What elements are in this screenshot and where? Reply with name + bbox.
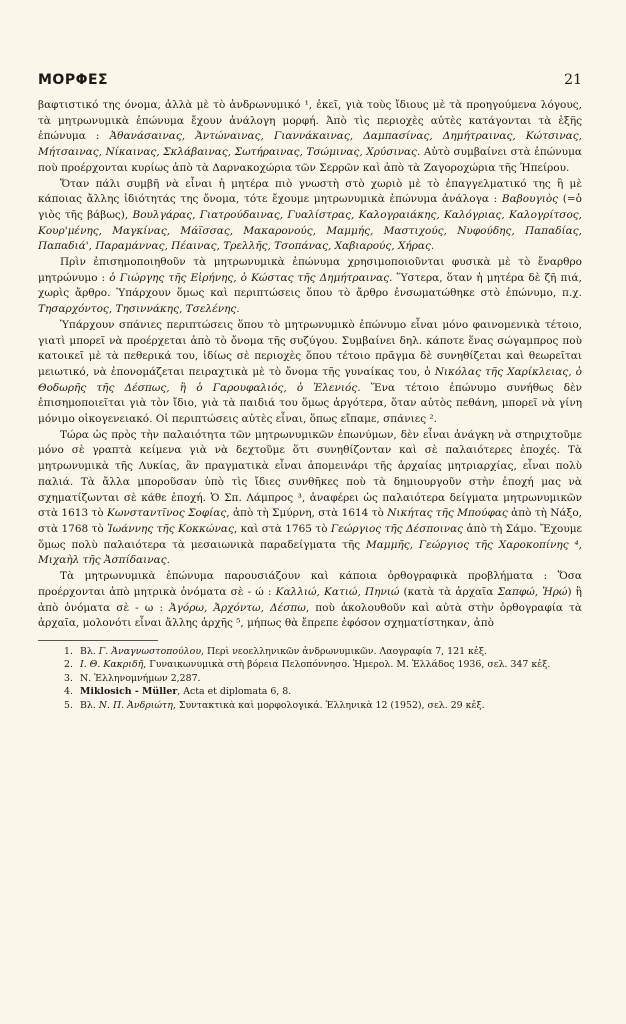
footnote-text: , Περὶ νεοελληνικῶν ἀνδρωνυμικῶν. Λαογραφία 7, 121 κἑξ. (201, 645, 488, 657)
footnote-text: Γ. Ἀναγνωστοπούλου (98, 645, 202, 657)
text-run: Ὑπάρχουν σπάνιες περιπτώσεις ὅπου τὸ μητρωνυμικὸ ἐπώνυμο εἶναι μόνο φαινομενικὰ τέτοιο, γιατὶ μπορεῖ νὰ προέρχεται ἀπὸ τὸ ὄνομα τῆς συζύγου. Συμβαίνει δηλ. κάποτε ἕνας σώγαμπρος ποὺ κατοικεῖ μὲ τὰ πεθερικά του, ἰδίως σὲ περιοχὲς ὅπου τέτοιο πρᾶγμα δὲ συνηθίζεται καὶ θεωρεῖται μειωτικό, νὰ ἐπονομάζεται πειραχτικὰ μὲ τὸ ὄνομα τῆς γυναίκας του, ὁ (38, 318, 582, 378)
text-run: Ὅταν πάλι συμβῆ νὰ εἶναι ἡ μητέρα πιὸ γνωστὴ στὸ χωριὸ μὲ τὸ ἐπαγγελματικό της ἢ μὲ κάποιας ἄλλης ἰδιότητάς της ὄνομα, τότε ἔχουμε μητρωνυμικὰ ἐπώνυμα ἀνάλογα : (38, 177, 582, 206)
footnotes (38, 645, 582, 712)
footnote (38, 645, 582, 658)
text-run: ἀπὸ τὴ Νάξο, στὰ 1768 τὸ (38, 507, 582, 535)
paragraph (38, 255, 582, 318)
text-run: . Αὐτὸ συμβαίνει στὰ ἐπώνυμα ποὺ προέρχονται κυρίως ἀπὸ τὰ Δαρνακοχώρια τῶν Σερρῶν καὶ ἀπὸ τὰ Ζαγοροχώρια τῆς Ἠπείρου. (38, 146, 582, 174)
emphasized-text: Μαμμῆς, Γεώργιος τῆς Χαροκοπίνης ⁴, Μιχαὴλ τῆς Ἀσπίδαινας (38, 538, 582, 567)
text-run: (κατὰ τὰ ἀρχαῖα (399, 585, 498, 598)
text-run: ) ἢ ἀπὸ ὀνόματα σὲ - ω : (38, 585, 582, 614)
footnote-text: Miklosich - Müller (80, 686, 178, 698)
footnote-text: , Συντακτικὰ καὶ μορφολογικά. Ἑλληνικὰ 12 (1952), σελ. 29 κἑξ. (172, 699, 485, 711)
footnote-text: Βλ. (80, 645, 99, 657)
emphasized-text: Ἀθανάσαινας, Ἀντώναινας, Γιαννάκαινας, Δαμπασίνας, Δημήτραινας, Κώτσινας, Μήτσαινας, Νίκαινας, Σκλάβαινας, Σωτήραινας, Τσώμινας, Χρύσινας (38, 130, 582, 159)
text-run: Τώρα ὡς πρὸς τὴν παλαιότητα τῶν μητρωνυμικῶν ἐπωνύμων, δὲν εἶναι ἀνάγκη νὰ στηριχτοῦμε μόνο σὲ γραπτὰ κείμενα γιὰ νὰ δεχτοῦμε ὅτι συνηθίζονταν καὶ σὲ παλαιότερες ἐποχές. Τὰ μητρωνυμικὰ τῆς Λυκίας, ἂν πραγματικὰ εἶναι ἀπομεινάρι τῆς ἀρχαίας μητριαρχίας, εἶναι πολὺ παλιά. Τὰ ἄλλα μποροῦσαν ὑπὸ τὶς ἴδιες συνθῆκες ποὺ τὰ δημιουργοῦν στὴν ἐποχή μας νὰ σχηματίζωνται σὲ κάθε ἐποχή. Ὁ Σπ. Λάμπρος ³, ἀναφέρει ὡς παλαιότερα δείγματα μητρωνυμικῶν στὰ 1613 τὸ (38, 428, 582, 520)
body-text (38, 98, 582, 632)
text-run: ἀπὸ τὴ Σάμο. Ἔχουμε ὅμως πολὺ παλαιότερα τὰ μεσαιωνικὰ παραδείγματα τῆς (38, 522, 582, 551)
footnote-text: Βλ. (80, 699, 99, 711)
footnote-text: Ι. Θ. Κακριδῆ (80, 659, 144, 671)
emphasized-text: Καλλιώ, Κατιώ, Πηνιώ (275, 585, 400, 598)
text-run: , ποὺ ἀκολουθοῦν καὶ αὐτὰ στὴν ὀρθογραφία τὰ ἀρχαῖα, μολονότι εἶναι ἄλλης ἀρχῆς ⁵, μήπως θὰ ἔπρεπε ἐφόσον σχηματίστηκαν, ἀπὸ (38, 601, 583, 630)
emphasized-text: Νικήτας τῆς Μπούφας (387, 507, 508, 520)
emphasized-text: Γεώργιος τῆς Δέσποινας (330, 522, 464, 535)
emphasized-text: Βαβουγιὸς (501, 193, 559, 206)
paragraph (38, 318, 582, 428)
text-run: Πρὶν ἐπισημοποιηθοῦν τὰ μητρωνυμικὰ ἐπώνυμα χρησιμοποιοῦνται φυσικὰ μὲ τὸ ἔναρθρο μητρώνυμο : (38, 256, 582, 284)
footnote (38, 699, 582, 712)
paragraph (38, 428, 582, 569)
running-header (38, 72, 582, 88)
emphasized-text: ὁ Γιώργης τῆς Εἰρήνης, ὁ Κώστας τῆς Δημήτραινας (109, 271, 390, 284)
text-run: . (166, 554, 170, 567)
footnote-text: , Γυναικωνυμικὰ στὴ βόρεια Πελοπόννησο. Ἡμερολ. Μ. Ἑλλάδος 1936, σελ. 347 κἑξ. (143, 659, 551, 671)
footnote-divider (38, 640, 158, 641)
paragraph (38, 569, 582, 632)
footnote-number: 2. (64, 659, 73, 671)
page-number: 21 (564, 72, 582, 88)
text-run: βαφτιστικό της όνομα, ἀλλὰ μὲ τὸ ἀνδρωνυμικό ¹, ἐκεῖ, γιὰ τοὺς ἴδιους μὲ τὰ προηγούμενα λόγους, τὰ μητρωνυμικὰ ἐπώνυμα ἔχουν ἀνάλογη μορφή. Ἀπὸ τὶς περιοχὲς αὐτὲς κατάγονται τὰ ἑξῆς ἐπώνυμα : (38, 99, 582, 143)
text-run: , ἀπὸ τὴ Σμύρνη, στὰ 1614 τὸ (226, 507, 388, 520)
text-run: . (430, 240, 435, 253)
footnote-number: 4. (64, 686, 73, 698)
emphasized-text: Ἀγόρω, Ἀρχόντω, Δέσπω (169, 601, 306, 614)
emphasized-text: Κωνσταντῖνος Σοφίας (106, 507, 227, 520)
footnote-text: , Acta et diplomata 6, 8. (177, 686, 292, 698)
footnote-number: 5. (64, 699, 73, 711)
footnote (38, 685, 582, 698)
text-run: . (236, 303, 240, 316)
emphasized-text: Σαπφώ, Ἠρώ (497, 585, 568, 598)
emphasized-text: Ἰωάννης τῆς Κοκκώνας (107, 522, 234, 535)
footnote-number: 1. (64, 645, 73, 657)
emphasized-text: Τησαρχόντος, Τησιννάκης, Τσελένης (38, 303, 237, 316)
footnote-text: Ν. Π. Ἀνδριώτη (98, 699, 173, 711)
emphasized-text: Βουλγάρας, Γιατρούδαινας, Γυαλίστρας, Καλογραιάκης, Καλόγριας, Καλογρίτσος, Κουρ'μένης, Μαγκίνας, Μάϊσσας, Μακαρονούς, Μαμμής, Μαστιχούς, Νυφούδης, Παπαδίας, Παπαδιά', Παραμάννας, Πέαινας, Τρελλῆς, Τσοπάνας, Χαβιαρούς, Χήρας (38, 208, 582, 253)
running-title: ΜΟΡΦΕΣ (38, 72, 109, 88)
emphasized-text: Νικόλας τῆς Χαρίκλειας, ὁ Θοδωρῆς τῆς Δέσπως, ἢ ὁ Γαρουφαλιός, ὁ Ἑλενιός (38, 365, 582, 394)
text-run: , καὶ στὰ 1765 τὸ (233, 522, 331, 535)
text-run: . Ἕνα τέτοιο ἐπώνυμο συνήθως δὲν ἐπισημοποιεῖται γιὰ τὸν ἴδιο, γιὰ τὰ παιδιά του ὅμως ἀργότερα, ὅταν αὐτὸς πεθάνη, μπορεῖ νὰ γίνη μόνιμο οἰκογενειακό. Οἱ περιπτώσεις αὐτὲς εἶναι, ὅπως εἴπαμε, σπάνιες ². (38, 381, 582, 426)
paragraph (38, 98, 582, 177)
text-run: (=ὁ γιὸς τῆς βάβως), (38, 193, 582, 221)
text-run: . Ὕστερα, ὅταν ἡ μητέρα δὲ ζῆ πιά, χωρὶς ἄρθρο. Ὑπάρχουν ὅμως καὶ περιπτώσεις ὅπου τὸ ἄρθρο ἐνσωματώθηκε στὸ ἐπώνυμο, π.χ. (38, 271, 582, 300)
footnote (38, 658, 582, 671)
paragraph (38, 177, 582, 256)
footnote (38, 672, 582, 685)
footnote-number: 3. (64, 672, 73, 684)
footnote-text: Ν. Ἑλληνομνήμων 2,287. (80, 672, 201, 684)
text-run: Τὰ μητρωνυμικὰ ἐπώνυμα παρουσιάζουν καὶ κάποια ὀρθογραφικὰ προβλήματα : Ὅσα προέρχονται ἀπὸ μητρικὰ ὀνόματα σὲ - ώ : (38, 570, 582, 598)
